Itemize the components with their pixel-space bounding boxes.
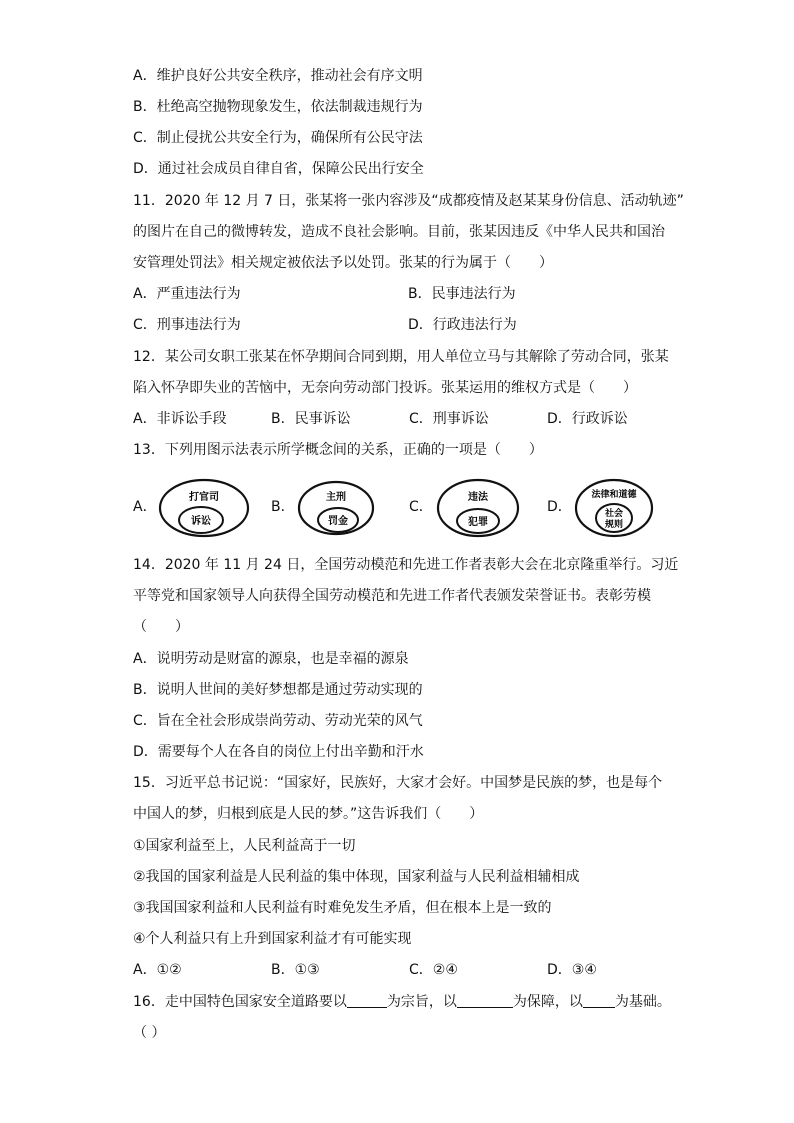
q14-stem-line-3: （ ） [133,619,189,635]
q16-blank-1[interactable] [347,993,387,1008]
q16-text-3: 为保障，以 [512,994,583,1010]
q15-option-a: A．①② [133,962,182,978]
q12-stem-line-2: 陷入怀孕即失业的苦恼中，无奈向劳动部门投诉。张某运用的维权方式是（ ） [133,380,637,396]
q13-c-inner-label: 犯罪 [468,517,488,528]
q10-option-a: A．维护良好公共安全秩序，推动社会有序文明 [133,68,423,84]
q16-text-2: 为宗旨，以 [386,994,457,1010]
q11-option-b: B．民事违法行为 [408,286,516,302]
q14-option-b: B．说明人世间的美好梦想都是通过劳动实现的 [133,682,423,698]
q13-stem: 13．下列用图示法表示所学概念间的关系，正确的一项是（ ） [133,442,543,458]
venn-diagram-a [158,478,250,538]
q10-option-c: C．制止侵扰公共安全行为，确保所有公民守法 [133,130,423,146]
q11-option-c: C．刑事违法行为 [133,317,241,333]
q13-c-outer-label: 违法 [468,492,488,503]
q14-option-a: A．说明劳动是财富的源泉，也是幸福的源泉 [133,651,409,667]
q14-stem-line-2: 平等党和国家领导人向获得全国劳动模范和先进工作者代表颁发荣誉证书。表彰劳模 [133,588,651,604]
q12-option-d: D．行政诉讼 [547,411,628,427]
q15-option-b: B．①③ [271,962,320,978]
q13-d-inner-label-2: 规则 [604,520,624,530]
q15-statement-1: ①国家利益至上，人民利益高于一切 [133,838,356,854]
q14-stem-line-1: 14．2020 年 11 月 24 日，全国劳动模范和先进工作者表彰大会在北京隆重举行。习近 [133,557,679,573]
q14-option-c: C．旨在全社会形成崇尚劳动、劳动光荣的风气 [133,713,423,729]
q10-option-b: B．杜绝高空抛物现象发生，依法制裁违规行为 [133,99,423,115]
q13-b-inner-label: 罚金 [328,516,348,527]
q11-option-a: A．严重违法行为 [133,286,241,302]
q13-d-inner-label-1: 社会 [604,509,624,519]
venn-diagram-d [574,478,654,538]
q15-statement-4: ④个人利益只有上升到国家利益才有可能实现 [133,931,412,947]
q15-statement-2: ②我国的国家利益是人民利益的集中体现，国家利益与人民利益相辅相成 [133,869,580,885]
q11-stem-line-1: 11．2020 年 12 月 7 日，张某将一张内容涉及“成都疫情及赵某某身份信息、活动轨迹” [133,193,684,209]
q13-option-d-letter: D． [547,499,572,515]
q15-option-c: C．②④ [409,962,458,978]
q13-option-a-letter: A． [133,499,157,515]
q12-option-a: A．非诉讼手段 [133,411,227,427]
q16-stem-line-1 [133,992,671,1012]
q11-stem-line-3: 安管理处罚法》相关规定被依法予以处罚。张某的行为属于（ ） [133,255,553,271]
q13-b-outer-label: 主刑 [326,492,346,503]
q12-option-b: B．民事诉讼 [271,411,351,427]
q16-blank-2[interactable] [457,993,513,1008]
q14-option-d: D．需要每个人在各自的岗位上付出辛勤和汗水 [133,744,424,760]
q10-option-d: D．通过社会成员自律自省，保障公民出行安全 [133,161,424,177]
q15-stem-line-1: 15．习近平总书记说：“国家好，民族好，大家才会好。中国梦是民族的梦，也是每个 [133,775,663,791]
q13-diagram-a [158,478,250,542]
q15-option-d: D．③④ [547,962,597,978]
q13-a-outer-label: 打官司 [189,492,219,503]
q13-diagram-c [436,478,520,542]
q13-diagram-b [297,480,375,540]
q13-d-outer-label: 法律和道德 [591,490,637,500]
q12-option-c: C．刑事诉讼 [409,411,489,427]
venn-diagram-c [436,478,520,538]
q13-diagram-d [574,478,654,542]
q15-stem-line-2: 中国人的梦，归根到底是人民的梦。”这告诉我们（ ） [133,806,484,822]
q13-option-b-letter: B． [271,499,295,515]
q16-text-4: 为基础。 [614,994,671,1010]
q16-text-1: 16．走中国特色国家安全道路要以 [133,994,347,1010]
q12-stem-line-1: 12．某公司女职工张某在怀孕期间合同到期，用人单位立马与其解除了劳动合同，张某 [133,349,669,365]
q16-answer-bracket: （ ） [133,1025,166,1041]
q11-stem-line-2: 的图片在自己的微博转发，造成不良社会影响。目前，张某因违反《中华人民共和国治 [133,224,665,240]
q16-blank-3[interactable] [583,993,615,1008]
q13-a-inner-label: 诉讼 [191,516,211,527]
q15-statement-3: ③我国国家利益和人民利益有时难免发生矛盾，但在根本上是一致的 [133,900,552,916]
q13-option-c-letter: C． [409,499,433,515]
q11-option-d: D．行政违法行为 [408,317,517,333]
venn-diagram-b [297,480,375,536]
